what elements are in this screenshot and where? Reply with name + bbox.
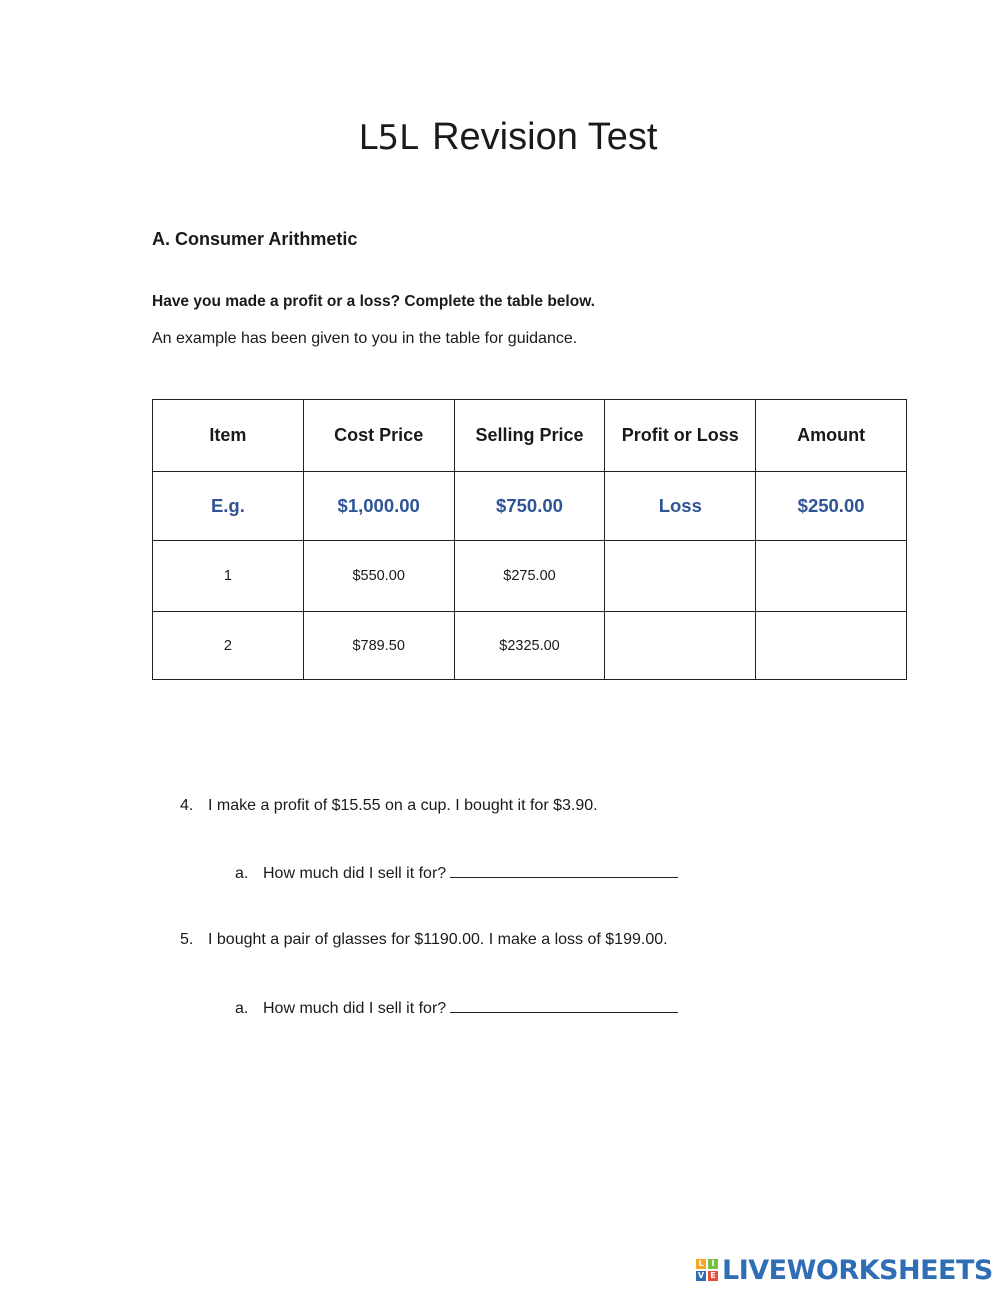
header-selling-price: Selling Price (454, 400, 605, 472)
example-cost-price: $1,000.00 (303, 472, 454, 541)
logo-block: L (696, 1259, 706, 1269)
row2-cost-price: $789.50 (303, 612, 454, 680)
question-5a-answer-blank[interactable] (450, 998, 678, 1013)
title-text: Revision Test (432, 116, 658, 158)
row1-profit-or-loss-answer[interactable] (605, 541, 756, 612)
section-heading: A. Consumer Arithmetic (152, 229, 358, 249)
table-header-row (153, 400, 907, 472)
logo-block: V (697, 1271, 705, 1280)
row1-cost-price: $550.00 (303, 541, 454, 612)
title-code: L5L (358, 118, 419, 158)
guidance-note: An example has been given to you in the table for guidance. (152, 330, 578, 347)
question-4a-letter: a. (235, 865, 249, 882)
logo-blocks-icon (696, 1259, 718, 1281)
row2-item: 2 (153, 612, 304, 680)
question-4a (235, 863, 678, 883)
example-profit-or-loss: Loss (605, 472, 756, 541)
question-5a-text: How much did I sell it for? (263, 1000, 447, 1017)
profit-loss-table (152, 399, 907, 680)
question-5-text: I bought a pair of glasses for $1190.00. I make a loss of $199.00. (208, 931, 668, 948)
question-4a-answer-blank[interactable] (450, 863, 678, 878)
header-item: Item (153, 400, 304, 472)
question-4-text: I make a profit of $15.55 on a cup. I bought it for $3.90. (208, 797, 598, 814)
example-row (153, 472, 907, 541)
row1-amount-answer[interactable] (756, 541, 907, 612)
logo-block: I (708, 1259, 718, 1269)
logo-block: E (708, 1271, 718, 1281)
question-4a-text: How much did I sell it for? (263, 865, 447, 882)
logo-text: LIVEWORKSHEETS (722, 1254, 993, 1286)
table-row (153, 541, 907, 612)
question-5 (180, 931, 668, 949)
header-amount: Amount (756, 400, 907, 472)
instruction-text: Have you made a profit or a loss? Complete the table below. (152, 293, 595, 310)
table-row (153, 612, 907, 680)
page-title (0, 112, 1000, 163)
header-profit-or-loss: Profit or Loss (605, 400, 756, 472)
question-4-number: 4. (180, 797, 194, 814)
example-amount: $250.00 (756, 472, 907, 541)
row2-profit-or-loss-answer[interactable] (605, 612, 756, 680)
row1-item: 1 (153, 541, 304, 612)
question-5-number: 5. (180, 931, 194, 948)
row2-selling-price: $2325.00 (454, 612, 605, 680)
example-selling-price: $750.00 (454, 472, 605, 541)
row1-selling-price: $275.00 (454, 541, 605, 612)
question-4 (180, 797, 598, 815)
header-cost-price: Cost Price (303, 400, 454, 472)
question-5a (235, 998, 678, 1018)
example-item: E.g. (153, 472, 304, 541)
row2-amount-answer[interactable] (756, 612, 907, 680)
question-5a-letter: a. (235, 1000, 249, 1017)
liveworksheets-logo (696, 1253, 993, 1287)
